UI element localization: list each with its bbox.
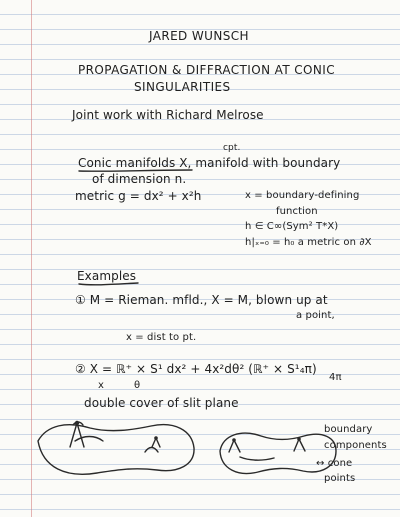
points-label: points bbox=[324, 473, 356, 484]
author-name: JARED WUNSCH bbox=[149, 29, 249, 43]
examples-heading: Examples bbox=[77, 269, 137, 283]
joint-work-line: Joint work with Richard Melrose bbox=[72, 108, 264, 122]
defn-x-line: x = boundary-defining bbox=[245, 190, 360, 201]
example-2-sub-s: 4π bbox=[329, 372, 342, 383]
example-2-line-2: double cover of slit plane bbox=[84, 396, 239, 410]
underline-examples bbox=[79, 283, 138, 285]
right-cone-1 bbox=[229, 440, 240, 452]
boundary-label: boundary bbox=[324, 424, 373, 435]
left-handle-line bbox=[75, 437, 103, 442]
right-surface-outline bbox=[220, 433, 336, 473]
defn-function-line: function bbox=[276, 206, 318, 217]
underline-conic-manifolds bbox=[79, 170, 192, 171]
title-line-1: PROPAGATION & DIFFRACTION AT CONIC bbox=[78, 63, 335, 77]
left-surface-outline bbox=[38, 425, 194, 475]
left-cone-2 bbox=[145, 448, 158, 453]
cone-point-left-2 bbox=[154, 436, 158, 440]
cone-point-right-1 bbox=[232, 438, 236, 442]
title-line-2: SINGULARITIES bbox=[134, 80, 231, 94]
cone-point-right-2 bbox=[297, 437, 301, 441]
example-2-line: ② X = ℝ⁺ × S¹ dx² + 4x²dθ² (ℝ⁺ × S¹₄π) bbox=[75, 362, 317, 376]
conic-manifolds-line: Conic manifolds X, manifold with boundary bbox=[78, 156, 341, 170]
example-1-line-2: a point, bbox=[296, 310, 335, 321]
example-2-sub-left: x bbox=[98, 380, 105, 391]
example-1-line: ① M = Rieman. mfld., X = M, blown up at bbox=[75, 293, 328, 307]
annotation-cpt: cpt. bbox=[223, 143, 241, 153]
right-cone-2 bbox=[294, 439, 305, 451]
cone-label: ↔ cone bbox=[316, 458, 353, 469]
components-label: components bbox=[324, 440, 387, 451]
h-in-line: h ∈ C∞(Sym² T*X) bbox=[245, 221, 339, 232]
h-restriction-line: h|ₓ₌₀ = h₀ a metric on ∂X bbox=[245, 237, 372, 248]
metric-line: metric g = dx² + x²h bbox=[75, 189, 202, 203]
example-2-sub-right: θ bbox=[134, 380, 141, 391]
example-1-line-3: x = dist to pt. bbox=[126, 332, 197, 343]
right-curve-inner bbox=[240, 457, 274, 460]
cone-point-left-1 bbox=[75, 421, 79, 425]
dimension-line: of dimension n. bbox=[92, 172, 187, 186]
